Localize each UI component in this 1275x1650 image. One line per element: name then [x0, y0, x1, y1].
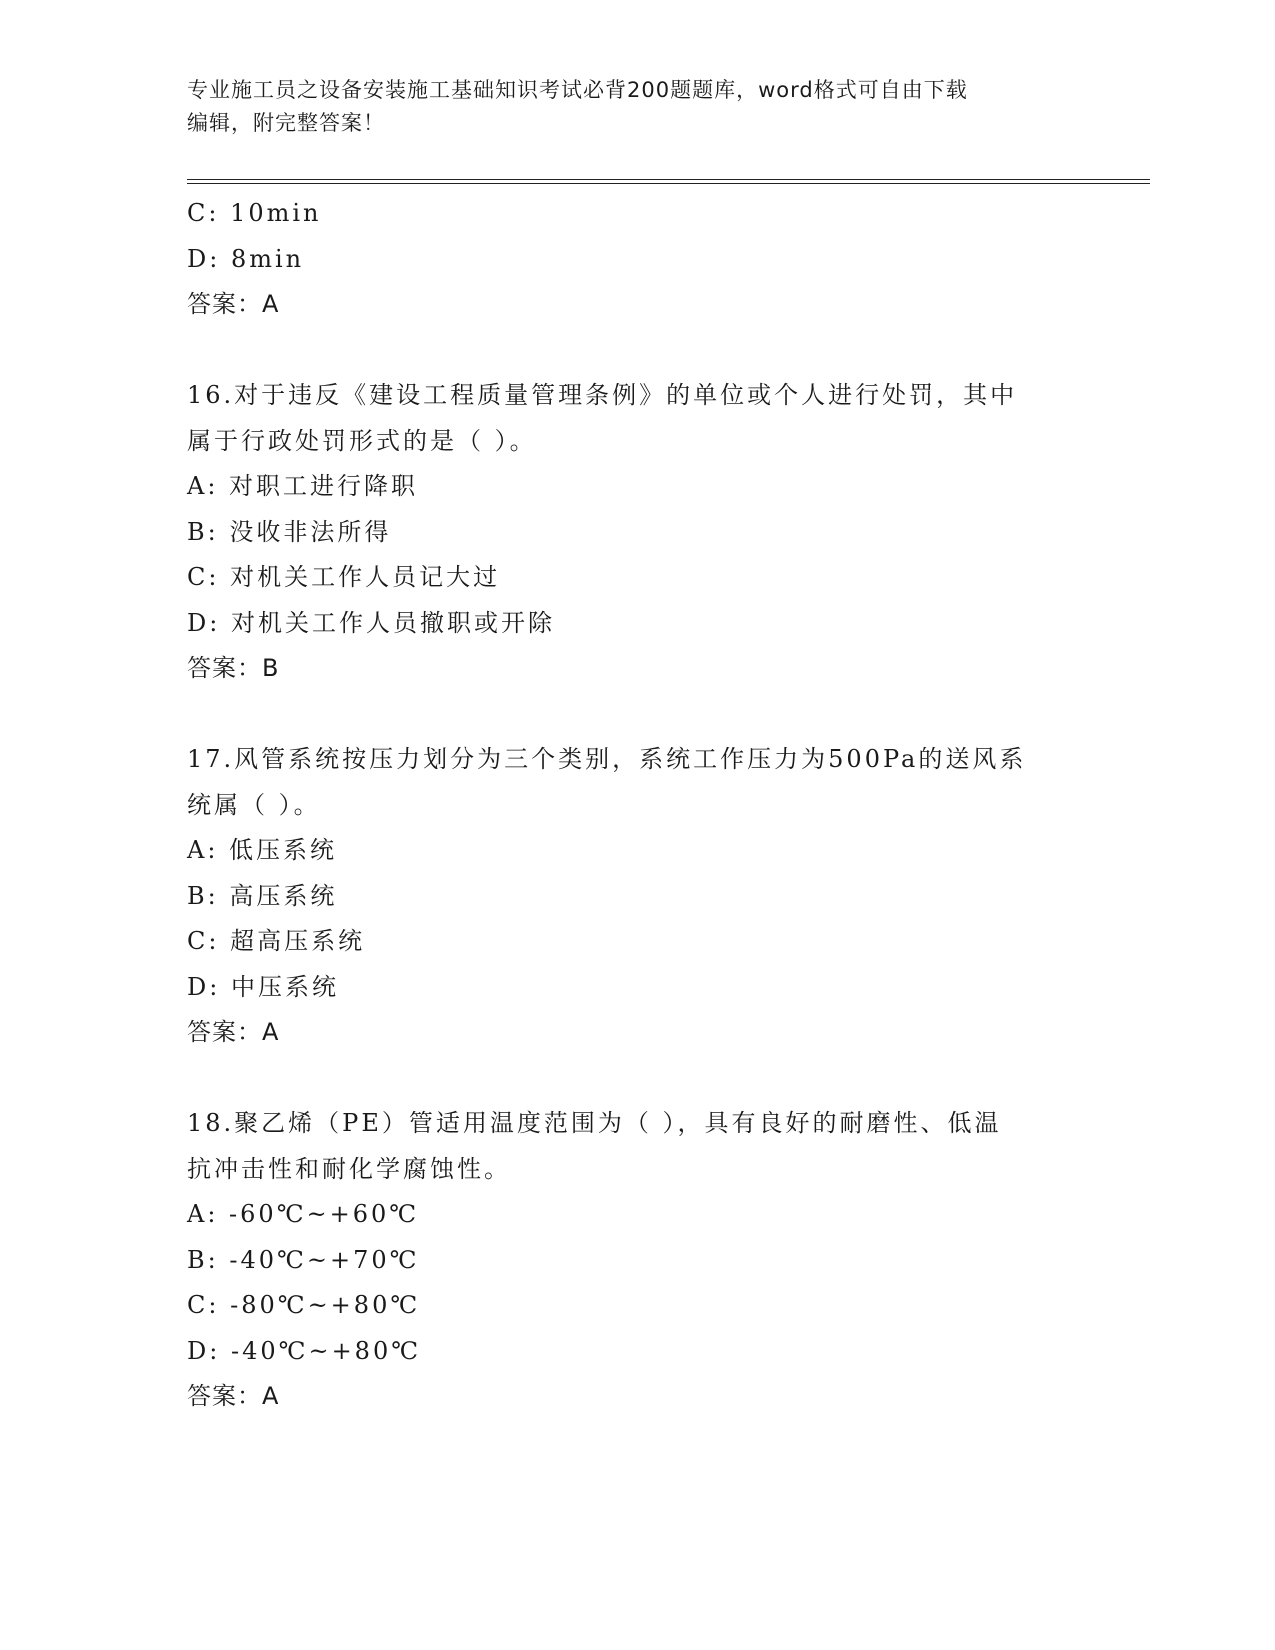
- option-d: D: -40℃~+80℃: [187, 1336, 422, 1365]
- answer-line: 答案：A: [187, 1382, 280, 1410]
- question-16: [187, 373, 1087, 692]
- option-a: A: 低压系统: [187, 836, 338, 864]
- question-stem: 统属（ ）。: [187, 790, 321, 819]
- option-c: C: 超高压系统: [187, 927, 366, 955]
- header-line-2: 编辑，附完整答案！: [187, 111, 385, 135]
- answer-line: 答案：B: [187, 654, 280, 682]
- header-line-1: 专业施工员之设备安装施工基础知识考试必背200题题库，word格式可自由下载: [187, 78, 968, 102]
- answer-line: 答案：A: [187, 1018, 280, 1046]
- header-divider-top: [187, 179, 1150, 180]
- question-stem: 抗冲击性和耐化学腐蚀性。: [187, 1154, 511, 1183]
- question-stem: 属于行政处罚形式的是（ ）。: [187, 426, 537, 455]
- option-c: C: 10min: [187, 199, 322, 227]
- question-18: [187, 1101, 1087, 1420]
- document-header: [187, 74, 1067, 140]
- option-d: D: 对机关工作人员撤职或开除: [187, 608, 555, 637]
- spacer: [187, 692, 1087, 738]
- option-b: B: 高压系统: [187, 881, 338, 910]
- question-stem: 18.聚乙烯（PE）管适用温度范围为（ ），具有良好的耐磨性、低温: [187, 1109, 1002, 1137]
- question-stem: 17.风管系统按压力划分为三个类别，系统工作压力为500Pa的送风系: [187, 745, 1027, 773]
- option-c: C: -80℃~+80℃: [187, 1291, 421, 1319]
- option-d: D: 中压系统: [187, 972, 339, 1001]
- option-c: C: 对机关工作人员记大过: [187, 563, 501, 591]
- spacer: [187, 328, 1087, 374]
- option-a: A: -60℃~+60℃: [187, 1200, 420, 1228]
- header-divider-bottom: [187, 183, 1150, 184]
- option-d: D: 8min: [187, 244, 305, 273]
- question-stem: 16.对于违反《建设工程质量管理条例》的单位或个人进行处罚，其中: [187, 381, 1018, 409]
- option-a: A: 对职工进行降职: [187, 472, 419, 500]
- answer-line: 答案：A: [187, 290, 280, 318]
- question-15-tail: [187, 191, 1087, 328]
- question-17: [187, 737, 1087, 1056]
- question-list: [187, 191, 1087, 1420]
- option-b: B: -40℃~+70℃: [187, 1245, 420, 1274]
- spacer: [187, 1056, 1087, 1102]
- option-b: B: 没收非法所得: [187, 517, 392, 546]
